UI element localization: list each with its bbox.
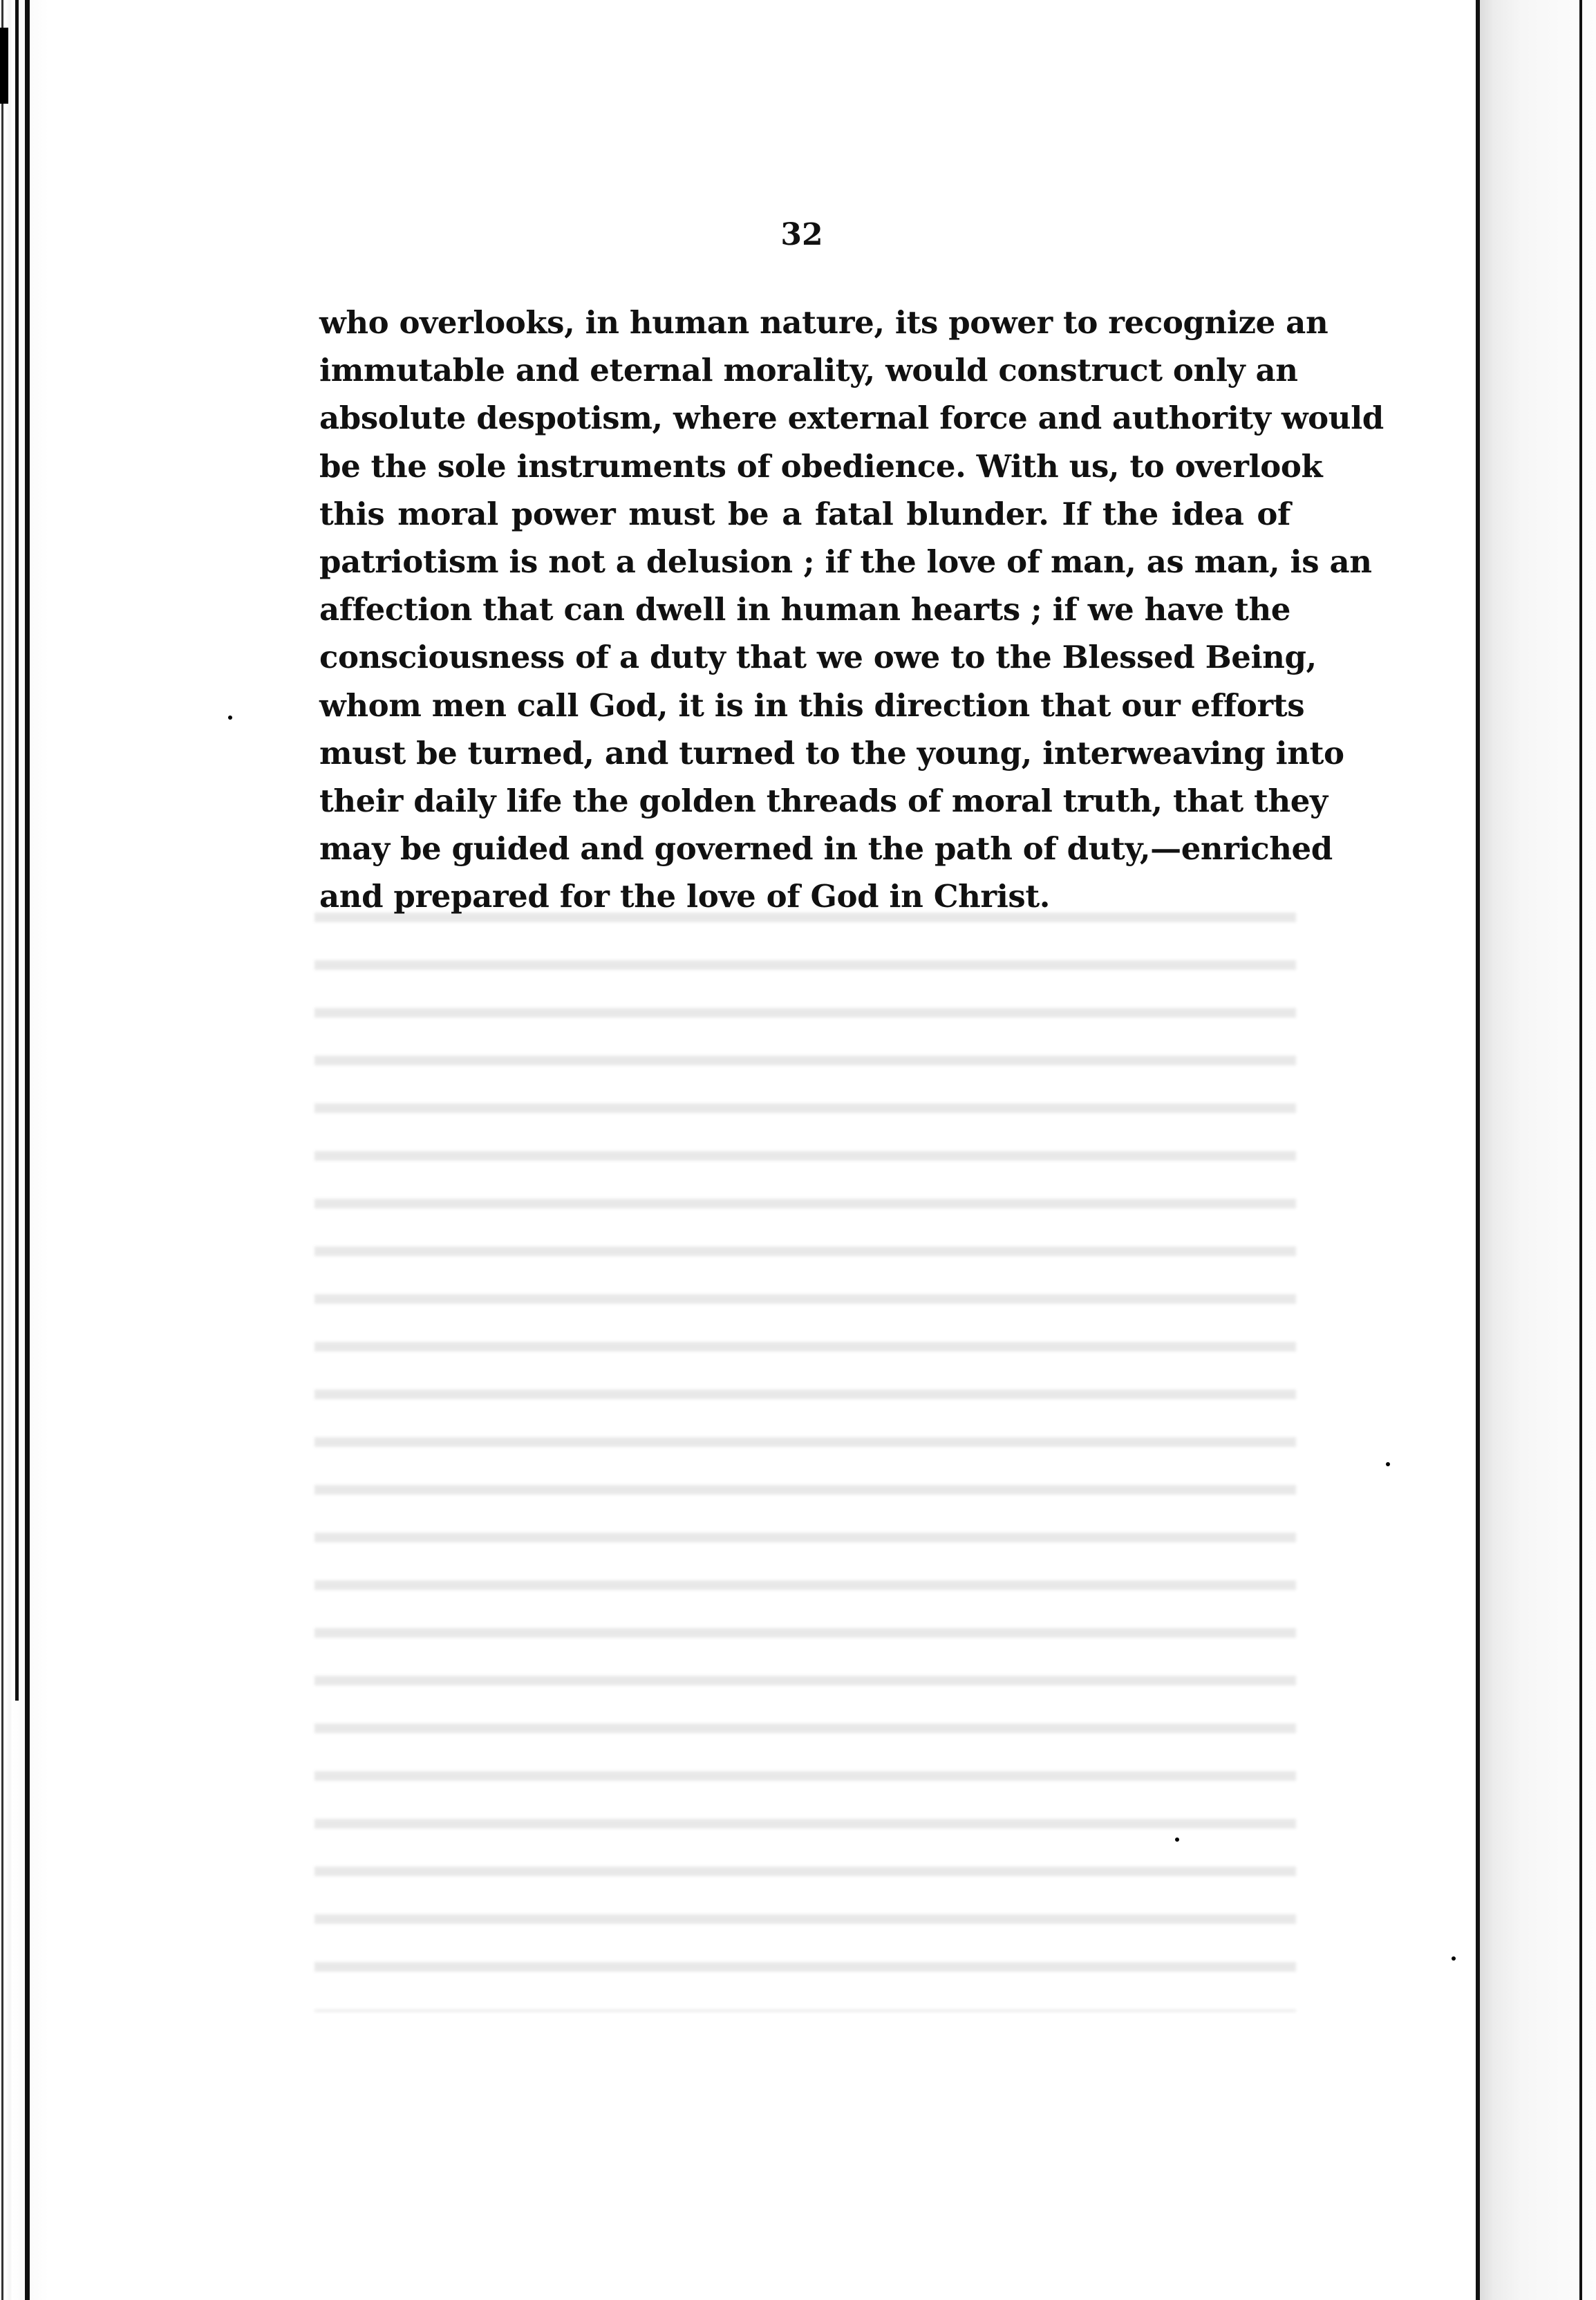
speck (1386, 1462, 1390, 1466)
text-line: may be guided and governed in the path of duty,—enriched (319, 830, 1333, 868)
binding-tab (0, 28, 8, 104)
binding-line (1, 0, 3, 2300)
text-line: affection that can dwell in human hearts ; if we have the (319, 591, 1290, 628)
text-line: immutable and eternal morality, would construct only an (319, 352, 1298, 389)
text-line: consciousness of a duty that we owe to the Blessed Being, (319, 639, 1317, 676)
text-line: must be turned, and turned to the young, interweaving into (319, 734, 1344, 772)
binding-line (25, 0, 30, 2300)
bleed-through-text (314, 892, 1296, 2012)
page-edge-outer (1579, 0, 1582, 2300)
speck (1175, 1838, 1179, 1842)
page-number: 32 (780, 217, 823, 252)
text-line: and prepared for the love of God in Christ. (319, 878, 1051, 915)
text-line: their daily life the golden threads of moral truth, that they (319, 782, 1328, 819)
text-line: this moral power must be a fatal blunder. If the idea of (319, 495, 1290, 532)
text-line: who overlooks, in human nature, its power to recognize an (319, 304, 1329, 341)
binding-line (15, 0, 19, 1701)
text-line: patriotism is not a delusion ; if the love of man, as man, is an (319, 543, 1372, 580)
text-line: absolute despotism, where external force and authority would (319, 400, 1384, 437)
body-paragraph (319, 299, 1384, 920)
text-line: whom men call God, it is in this direction that our efforts (319, 686, 1305, 724)
binding-edge (0, 0, 48, 2300)
speck (228, 716, 232, 720)
page-edge-right (1476, 0, 1480, 2300)
page-edge-shadow (1480, 0, 1596, 2300)
text-line: be the sole instruments of obedience. With us, to overlook (319, 447, 1323, 485)
speck (1452, 1956, 1456, 1961)
